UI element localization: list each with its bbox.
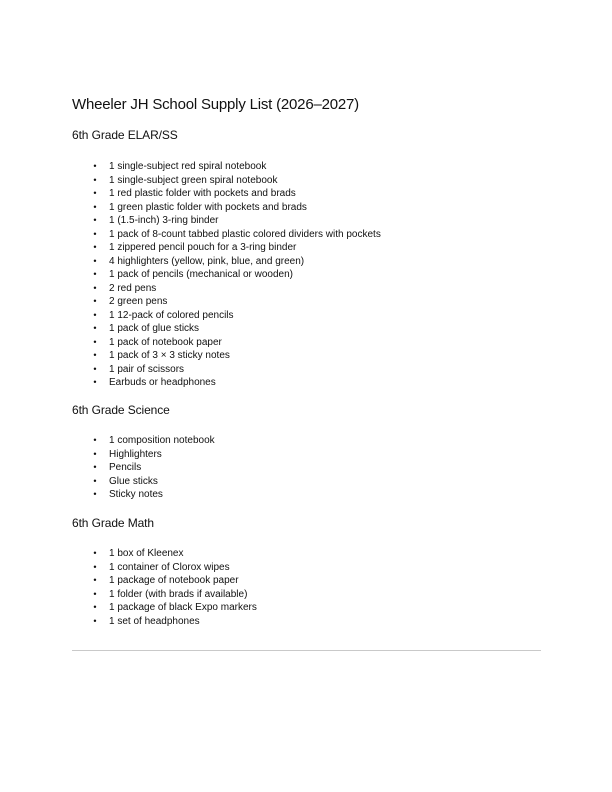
section-heading-elar-ss: 6th Grade ELAR/SS	[72, 128, 178, 142]
bullet-icon: •	[93, 201, 97, 212]
list-item-text: 1 package of notebook paper	[109, 575, 239, 586]
list-item-text: 1 green plastic folder with pockets and brads	[109, 201, 307, 213]
bullet-icon: •	[93, 350, 97, 360]
bullet-icon: •	[93, 615, 97, 626]
bullet-icon: •	[93, 215, 97, 225]
list-item-text: 1 single-subject green spiral notebook	[109, 174, 278, 186]
list-item-text: 1 package of black Expo markers	[109, 602, 257, 613]
bullet-icon: •	[93, 282, 97, 293]
list-item-text: 1 12-pack of colored pencils	[109, 309, 234, 321]
section-math	[72, 516, 552, 627]
list-item-text: Sticky notes	[109, 489, 163, 500]
bullet-icon: •	[93, 242, 97, 252]
section-science	[72, 403, 552, 500]
list-item-text: 2 green pens	[109, 296, 168, 307]
bullet-icon: •	[93, 548, 97, 558]
bullet-icon: •	[93, 448, 97, 459]
list-item-text: 1 container of Clorox wipes	[109, 561, 230, 573]
bullet-icon: •	[93, 377, 97, 387]
section-heading-science: 6th Grade Science	[72, 403, 170, 417]
horizontal-rule	[72, 650, 541, 651]
bullet-icon: •	[93, 363, 97, 374]
bullet-icon: •	[93, 255, 97, 266]
bullet-icon: •	[93, 269, 97, 279]
bullet-icon: •	[93, 561, 97, 572]
bullet-icon: •	[93, 296, 97, 306]
bullet-icon: •	[93, 336, 97, 347]
bullet-icon: •	[93, 188, 97, 198]
list-item-text: 1 set of headphones	[109, 615, 200, 627]
list-item-text: 1 composition notebook	[109, 435, 215, 446]
bullet-icon: •	[93, 174, 97, 185]
list-item-text: 1 pack of glue sticks	[109, 323, 200, 334]
bullet-icon: •	[93, 435, 97, 445]
list-item-text: 1 folder (with brads if available)	[109, 588, 248, 600]
section-heading-math: 6th Grade Math	[72, 516, 154, 530]
bullet-icon: •	[93, 475, 97, 486]
bullet-icon: •	[93, 588, 97, 599]
list-item-text: 1 pair of scissors	[109, 363, 185, 375]
list-item-text: 1 single-subject red spiral notebook	[109, 161, 267, 172]
list-item-text: Pencils	[109, 462, 142, 473]
list-item-text: 1 zippered pencil pouch for a 3-ring binder	[109, 242, 297, 253]
list-item-text: 1 box of Kleenex	[109, 548, 184, 559]
bullet-icon: •	[93, 323, 97, 333]
list-item-text: Earbuds or headphones	[109, 377, 216, 388]
bullet-icon: •	[93, 602, 97, 612]
list-item-text: Highlighters	[109, 448, 162, 460]
list-item-text: 1 pack of notebook paper	[109, 336, 222, 348]
list-item-text: 1 red plastic folder with pockets and brads	[109, 188, 296, 199]
list-item-text: 1 pack of pencils (mechanical or wooden)	[109, 269, 293, 280]
list-item-text: 1 pack of 3 × 3 sticky notes	[109, 350, 230, 361]
list-item-text: 1 pack of 8-count tabbed plastic colored dividers with pockets	[109, 228, 381, 240]
list-item-text: 4 highlighters (yellow, pink, blue, and green)	[109, 255, 305, 267]
bullet-icon: •	[93, 228, 97, 239]
bullet-icon: •	[93, 309, 97, 320]
bullet-icon: •	[93, 575, 97, 585]
section-elar-ss	[72, 128, 552, 388]
bullet-icon: •	[93, 489, 97, 499]
bullet-icon: •	[93, 462, 97, 472]
page-title: Wheeler JH School Supply List (2026–2027)	[72, 96, 359, 113]
list-item-text: 1 (1.5-inch) 3-ring binder	[109, 215, 219, 226]
list-item-text: 2 red pens	[109, 282, 157, 294]
list-item-text: Glue sticks	[109, 475, 158, 487]
bullet-icon: •	[93, 161, 97, 171]
